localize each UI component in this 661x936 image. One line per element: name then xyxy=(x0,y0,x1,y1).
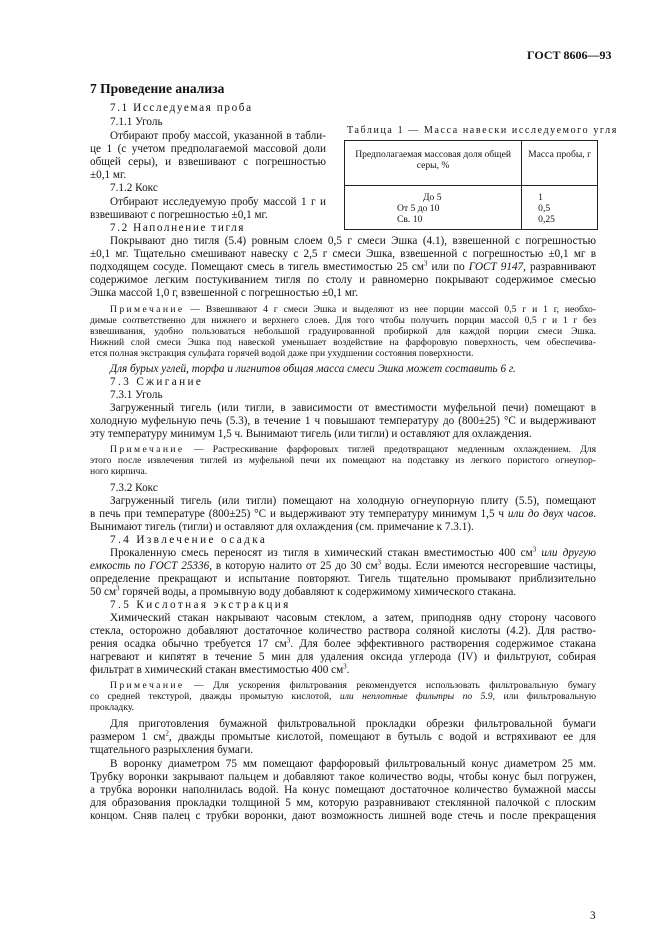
note3-l2b: , или фильтровальную xyxy=(492,691,596,702)
note3-line1 xyxy=(110,680,596,691)
note1-line1 xyxy=(110,304,596,315)
p75-l5-dot: . xyxy=(346,664,350,676)
sup: 2 xyxy=(165,729,169,738)
para-7-3-1-line1: Загруженный тигель (или тигли, в зависимости от вместимости муфельной печи) помещают в xyxy=(110,402,596,414)
para-coal-line3: общей серы), и взвешивают с погрешностью xyxy=(90,156,326,168)
note2-line1 xyxy=(110,444,596,455)
p732-l2-dot: . xyxy=(593,508,596,520)
table-row-range: Св. 10 xyxy=(397,214,423,225)
para-7-5-line3 xyxy=(90,638,596,651)
para-brown-coal: Для бурых углей, торфа и лигнитов общая масса смеси Эшка может составить 6 г. xyxy=(110,363,516,375)
para-7-4-line2 xyxy=(90,560,596,573)
note3-label: Примечание xyxy=(110,680,185,691)
para-7-5-line4: нагревают и кипятят в течение 5 мин для удаления оксида углерода (IV) и фильтруют, собирая xyxy=(90,651,596,663)
p75-l3b: . Для более эффективного растворения содержимое стакана xyxy=(290,638,597,650)
sup: 3 xyxy=(377,558,382,567)
ppaper-l2a: размером 1 см xyxy=(90,731,166,743)
subsection-7-1-2: 7.1.2 Кокс xyxy=(110,182,158,194)
table-header-mass: Масса пробы, г xyxy=(522,141,598,186)
note1-label: Примечание xyxy=(110,304,185,315)
subsection-7-3: 7.3 Сжигание xyxy=(110,376,204,388)
subsection-7-1-1: 7.1.1 Уголь xyxy=(110,116,163,128)
para-7-2-line4: содержимое легким постукиванием тигля по столу и равномерно покрывают содержимое смесью xyxy=(90,274,596,286)
para-coal-line4: ±0,1 мг. xyxy=(90,169,127,181)
subsection-7-3-2: 7.3.2 Кокс xyxy=(110,482,158,494)
subsection-7-4: 7.4 Извлечение осадка xyxy=(110,534,268,546)
p732-l2-italic: или до двух часов xyxy=(507,508,594,520)
para-7-5-line5 xyxy=(90,664,596,677)
para-paper-line2 xyxy=(90,731,596,744)
para-7-2-line3 xyxy=(90,261,596,274)
note3-line2 xyxy=(90,691,596,702)
table-caption-text: Таблица 1 — Масса навески исследуемого угля xyxy=(347,125,618,136)
note3-text: — Для ускорения фильтрования рекомендуется использовать фильтровальную бумагу xyxy=(184,680,596,691)
para-coke-line1: Отбирают исследуемую пробу массой 1 г и xyxy=(110,196,326,208)
gost-9147-ref: ГОСТ 9147 xyxy=(468,261,524,273)
sup: 3 xyxy=(116,584,120,593)
note3-line3: прокладку. xyxy=(90,702,135,713)
para-7-3-2-line3: Вынимают тигель (тигли) и оставляют для охлаждения (см. примечание к 7.3.1). xyxy=(90,521,474,533)
para-funnel-line4: для образования прокладки толщиной 5 мм, которую разравнивают стеклянной палочкой с плоским xyxy=(90,797,596,809)
table-row-mass: 0,5 xyxy=(538,203,551,214)
note1-line4: Нижний слой смеси Эшка под навеской уменьшает воздействие на фарфоровую поверхность, чем обеспечива- xyxy=(90,337,596,348)
p72-l3b: или по xyxy=(427,261,469,273)
sup: 3 xyxy=(532,545,537,554)
note2-line3: ного кирпича. xyxy=(90,466,148,477)
note1-line3: взвешивания, удобно пользоваться небольшой градуированной пробиркой для каждой порции смеси Эшка. xyxy=(90,326,596,337)
p74-l4a: 50 см xyxy=(90,586,117,598)
subsection-7-5: 7.5 Кислотная экстракция xyxy=(110,599,291,611)
document-header: ГОСТ 8606—93 xyxy=(527,48,612,62)
table-row-mass: 1 xyxy=(538,192,543,203)
p72-l3a: подходящем сосуде. Помещают смесь в тигель вместимостью 25 см xyxy=(90,261,424,273)
para-7-3-1-line2: холодную муфельную печь (5.3), в течение 1 ч повышают температуру до (800±25) °С и выдерживают xyxy=(90,415,596,427)
para-7-3-2-line2 xyxy=(90,508,596,521)
para-7-3-1-line3: эту температуру минимум 1,5 ч. Вынимают тигель (или тигли) и оставляют для охлаждения. xyxy=(90,428,532,440)
ppaper-l2b: , дважды промытые кислотой, помещают в бутыль с водой и встряхивают ее для xyxy=(168,731,596,743)
subsection-7-2: 7.2 Наполнение тигля xyxy=(110,222,246,234)
note2-text: — Растрескивание фарфоровых тиглей предотвращают медленным охлаждением. Для xyxy=(184,444,596,455)
p74-l1a: Прокаленную смесь переносят из тигля в химический стакан вместимостью 400 см xyxy=(110,547,533,559)
para-coal-line2: це 1 (с учетом предполагаемой массовой доли xyxy=(90,143,326,155)
table-row-range: До 5 xyxy=(423,192,442,203)
section-title: 7 Проведение анализа xyxy=(90,81,225,96)
para-coke-line2: взвешивают с погрешностью ±0,1 мг. xyxy=(90,209,268,221)
p75-l3a: рения осадка обычно требуется 17 см xyxy=(90,638,287,650)
note1-text: — Взвешивают 4 г смеси Эшка и выделяют из нее порции массой 0,5 г и 1 г, необхо- xyxy=(184,304,596,315)
note2-line2: этого после извлечения тиглей из муфельной печи их помещают на подставку из легкого пористого огнеупор- xyxy=(90,455,596,466)
para-7-2-line5: Эшка массой 1,0 г, взвешенной с погрешностью ±0,1 мг. xyxy=(90,287,359,299)
para-funnel-line5: концом. Сняв палец с трубки воронки, дают возможность лишней воде стечь и после прекращения xyxy=(90,810,596,822)
p74-l2a: , в которую налито от 25 до 30 см xyxy=(209,560,378,572)
note1-line5: ется полная экстракция сульфата горячей водой даже при ухудшении состояния поверхности. xyxy=(90,348,474,359)
table-row-range: От 5 до 10 xyxy=(397,203,440,214)
p74-l1-italic: или другую xyxy=(536,547,596,559)
note1-line2: димые соответственно для нижнего и верхнего слоев. Для того чтобы получить порции массой 0,5 г и 1 г без xyxy=(90,315,596,326)
para-7-2-line1: Покрывают дно тигля (5.4) ровным слоем 0,5 г смеси Эшка (4.1), взвешенной с погрешностью xyxy=(110,235,596,247)
note3-l2a: со средней текстурой, дважды промытую кислотой, xyxy=(90,691,340,702)
note3-l2-italic: или неплотные фильтры по 5.9 xyxy=(339,691,493,702)
subsection-7-3-1: 7.3.1 Уголь xyxy=(110,389,163,401)
p72-l3c: , разравнивают xyxy=(523,261,597,273)
para-paper-line3: тщательного разрыхления бумаги. xyxy=(90,744,254,756)
gost-25336-ref: емкость по ГОСТ 25336 xyxy=(90,560,210,572)
subsection-7-1: 7.1 Исследуемая проба xyxy=(110,102,253,114)
mass-table xyxy=(344,140,598,230)
para-funnel-line2: Трубку воронки закрывают пальцем и добавляют такое количество воды, чтобы конус был погружен, xyxy=(90,771,596,783)
p74-l2b: воды. Если имеются несгоревшие частицы, xyxy=(381,560,597,572)
p74-l4b: горячей воды, а промывную воду добавляют к содержимому химического стакана. xyxy=(119,586,517,598)
para-paper-line1: Для приготовления бумажной фильтровальной прокладки обрезки фильтровальной бумаги xyxy=(110,718,596,730)
para-7-3-2-line1: Загруженный тигель (или тигли) помещают на холодную огнеупорную плиту (5.5), помещают xyxy=(110,495,596,507)
p75-l5a: фильтрат в химический стакан вместимостью 400 см xyxy=(90,664,344,676)
para-7-4-line3: определение прекращают и испытание повторяют. Тигель тщательно промывают приблизительно xyxy=(90,573,596,585)
table-row-mass: 0,25 xyxy=(538,214,555,225)
p732-l2a: в печь при температуре (800±25) °С и выдерживают эту температуру минимум 1,5 ч xyxy=(90,508,508,520)
para-7-5-line2: стекла, осторожно добавляют достаточное количество раствора соляной кислоты (4.2). Для раство- xyxy=(90,625,596,637)
para-7-4-line1 xyxy=(110,547,596,560)
sup: 3 xyxy=(286,636,291,645)
sup: 3 xyxy=(343,662,347,671)
table-caption xyxy=(347,125,618,136)
table-header-sulfur: Предполагаемая массовая доля общей серы, % xyxy=(345,141,522,186)
para-funnel-line3: а трубка воронки наполнилась водой. На конус помещают достаточное количество бумажной массы xyxy=(90,784,596,796)
para-coal-line1: Отбирают пробу массой, указанной в табли- xyxy=(110,130,326,142)
para-funnel-line1: В воронку диаметром 75 мм помещают фарфоровый фильтровальный конус диаметром 25 мм. xyxy=(110,758,596,770)
para-7-4-line4 xyxy=(90,586,596,599)
sup: 3 xyxy=(423,259,428,268)
page-number: 3 xyxy=(590,910,596,922)
para-7-5-line1: Химический стакан накрывают часовым стеклом, а затем, приподняв одну сторону часового xyxy=(110,612,596,624)
para-7-2-line2: ±0,1 мг. Тщательно смешивают навеску с 2,5 г смеси Эшка, взвешенной с погрешностью ±0,1 мг в xyxy=(90,248,596,260)
note2-label: Примечание xyxy=(110,444,185,455)
